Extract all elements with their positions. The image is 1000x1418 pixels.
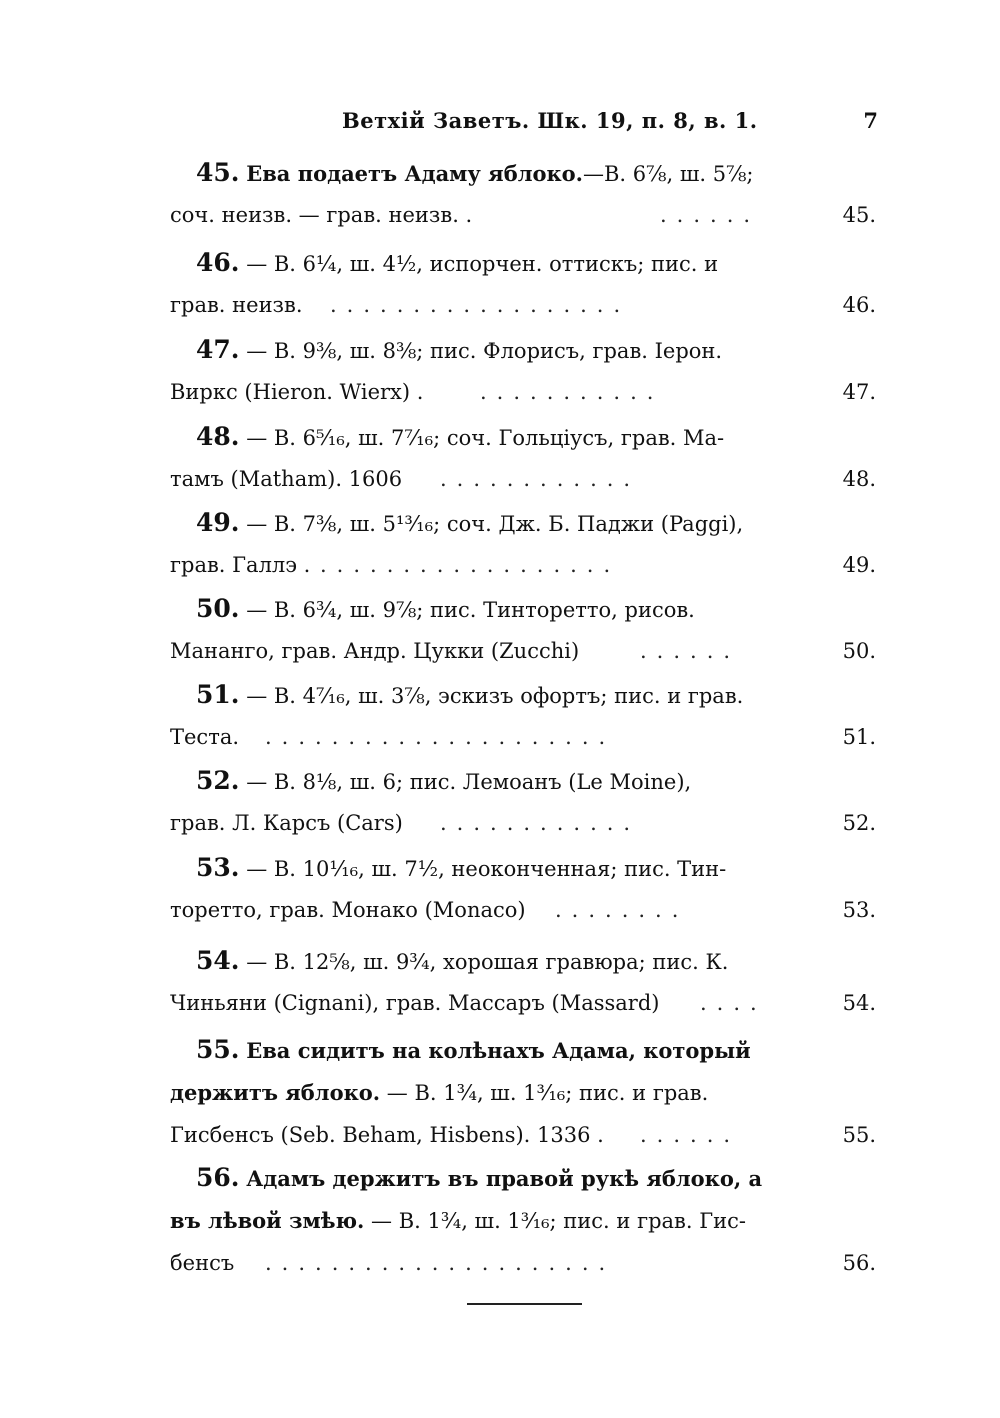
entry-details: — В. 6¼, ш. 4½, испорчен. оттискъ; пис. и [246,252,719,276]
entry-number: 56. [196,1163,240,1192]
entry-details: —В. 6⅞, ш. 5⅞; [583,162,754,186]
entry-attribution: грав. неизв. [170,293,303,317]
catalog-entry-54 [170,939,876,1025]
leader-dots: .... [700,991,767,1015]
entry-ref: 55. [842,1123,876,1147]
catalog-entry-53 [170,846,876,932]
entry-number: 49. [196,508,240,537]
entry-details: — В. 6¾, ш. 9⅞; пис. Тинторетто, рисов. [246,598,695,622]
entry-attribution: грав. Л. Карсъ (Cars) [170,811,403,835]
entry-ref: 45. [842,203,876,227]
leader-dots: ..................... [265,725,616,749]
entry-details: — В. 1¾, ш. 1³⁄₁₆; пис. и грав. Гис- [371,1209,746,1233]
entry-ref: 52. [842,811,876,835]
catalog-entry-49 [170,501,876,587]
entry-attribution: торетто, грав. Монако (Monaco) [170,898,526,922]
leader-dots: ...... [640,639,741,663]
closing-rule [467,1303,582,1305]
entry-number: 48. [196,422,240,451]
entry-ref: 54. [842,991,876,1015]
entry-details: — В. 7⅜, ш. 5¹³⁄₁₆; соч. Дж. Б. Паджи (Paggi), [246,512,744,536]
leader-dots: .................. [330,293,631,317]
entry-attribution: соч. неизв. — грав. неизв. . [170,203,473,227]
entry-attribution: Гисбенсъ (Seb. Beham, Hisbens). 1336 . [170,1123,604,1147]
entry-details: — В. 4⁷⁄₁₆, ш. 3⅞, эскизъ офортъ; пис. и грав. [246,684,744,708]
entry-ref: 46. [842,293,876,317]
entry-number: 55. [196,1035,240,1064]
leader-dots: ........... [480,380,664,404]
entry-ref: 49. [842,553,876,577]
leader-dots: .................. [320,553,621,577]
entry-details: — В. 10¹⁄₁₆, ш. 7½, неоконченная; пис. Тин- [246,857,727,881]
entry-title: Адамъ держитъ въ правой рукѣ яблоко, а [246,1166,763,1191]
catalog-entry-55 [170,1028,876,1157]
entry-title: Ева сидитъ на колѣнахъ Адама, который [246,1038,751,1063]
entry-number: 46. [196,248,240,277]
leader-dots: ........ [555,898,689,922]
running-title: Ветхій Заветъ. Шк. 19, п. 8, в. 1. [342,108,758,133]
entry-ref: 50. [842,639,876,663]
entry-details: — В. 9⅜, ш. 8⅜; пис. Флорисъ, грав. Іерон. [246,339,723,363]
entry-details: — В. 6⁵⁄₁₆, ш. 7⁷⁄₁₆; соч. Гольціусъ, грав. Ма- [246,426,725,450]
entry-number: 45. [196,158,240,187]
catalog-entry-51 [170,673,876,759]
entry-details: — В. 12⅝, ш. 9¾, хорошая гравюра; пис. К. [246,950,729,974]
entry-title-cont: въ лѣвой змѣю. [170,1208,365,1233]
entry-attribution: бенсъ [170,1251,235,1275]
entry-attribution: Теста. [170,725,240,749]
entry-attribution: Чиньяни (Cignani), грав. Массаръ (Massard) [170,991,660,1015]
entry-title-cont: держитъ яблоко. [170,1080,381,1105]
catalog-entry-50 [170,587,876,673]
catalog-entry-52 [170,759,876,845]
entry-attribution: грав. Галлэ . [170,553,311,577]
catalog-entry-46 [170,241,876,327]
entry-attribution: Виркс (Hieron. Wierx) . [170,380,424,404]
entry-ref: 53. [842,898,876,922]
page-number: 7 [863,108,878,133]
entry-ref: 48. [842,467,876,491]
catalog-entry-48 [170,415,876,501]
catalog-entry-45 [170,151,876,237]
catalog-entry-56 [170,1156,876,1285]
entry-number: 53. [196,853,240,882]
leader-dots: ............ [440,811,641,835]
leader-dots: ............ [440,467,641,491]
entry-ref: 56. [842,1251,876,1275]
entry-attribution: тамъ (Matham). 1606 [170,467,403,491]
leader-dots: ...... [640,1123,741,1147]
entry-attribution: Мананго, грав. Андр. Цукки (Zucchi) [170,639,580,663]
entry-number: 54. [196,946,240,975]
entry-title: Ева подаетъ Адаму яблоко. [246,161,583,186]
entry-number: 52. [196,766,240,795]
entry-ref: 47. [842,380,876,404]
running-header [170,108,880,138]
catalog-entry-47 [170,328,876,414]
entry-number: 51. [196,680,240,709]
entry-number: 47. [196,335,240,364]
entry-details: — В. 8⅛, ш. 6; пис. Лемоанъ (Le Moine), [246,770,692,794]
leader-dots: ..................... [265,1251,616,1275]
entry-number: 50. [196,594,240,623]
entry-details: — В. 1¾, ш. 1³⁄₁₆; пис. и грав. [386,1081,709,1105]
leader-dots: ...... [660,203,761,227]
entry-ref: 51. [842,725,876,749]
